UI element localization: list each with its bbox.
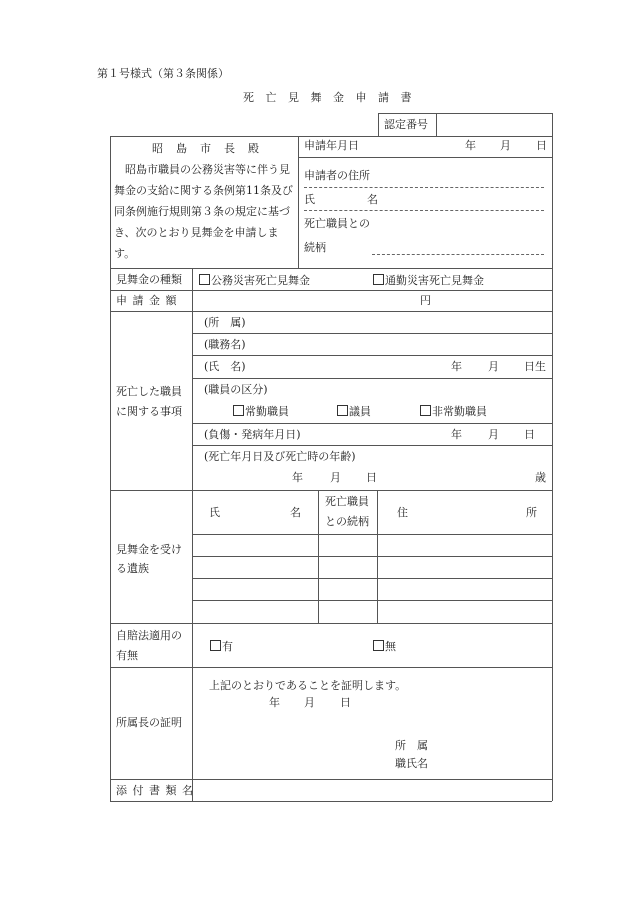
relation-label-1: 死亡職員との xyxy=(304,217,370,230)
birth-year: 年 xyxy=(451,360,462,373)
checkbox-council[interactable]: 議員 xyxy=(337,405,371,417)
birth-month: 月 xyxy=(488,360,499,373)
checkbox-icon[interactable] xyxy=(373,274,384,285)
application-statement: 昭島市職員の公務災害等に伴う見舞金の支給に関する条例第11条及び同条例施行規則第３条の規定に基づき、次のとおり見舞金を申請します。 xyxy=(114,163,293,260)
checkbox-not-applicable[interactable]: 無 xyxy=(373,640,396,652)
checkbox-icon[interactable] xyxy=(199,274,210,285)
certification-statement: 上記のとおりであることを証明します。 xyxy=(209,679,407,692)
age-unit: 歳 xyxy=(535,471,546,484)
injury-day: 日 xyxy=(524,428,535,441)
certification-affiliation-label: 所 属 xyxy=(395,739,428,752)
application-month: 月 xyxy=(500,139,511,152)
applicant-name-label-1: 氏 xyxy=(304,193,315,206)
col-address-1: 住 xyxy=(397,506,408,519)
checkbox-commute[interactable]: 通勤災害死亡見舞金 xyxy=(373,274,484,286)
form-number: 第１号様式（第３条関係） xyxy=(97,67,229,80)
birth-day: 日生 xyxy=(524,360,546,373)
deceased-affiliation: (所 属) xyxy=(204,316,246,329)
checkbox-icon[interactable] xyxy=(210,640,221,651)
col-address-2: 所 xyxy=(526,506,537,519)
auto-insurance-label-2: 有無 xyxy=(116,649,138,662)
checkbox-public-duty[interactable]: 公務災害死亡見舞金 xyxy=(199,274,310,286)
certification-officer-label: 職氏名 xyxy=(395,757,428,770)
death-year: 年 xyxy=(292,471,303,484)
col-relation-2: との続柄 xyxy=(325,515,369,528)
addressee-name: 昭 島 市 長 殿 xyxy=(152,142,260,155)
checkbox-icon[interactable] xyxy=(337,405,348,416)
relation-label-2: 続柄 xyxy=(304,241,326,254)
checkbox-parttime[interactable]: 非常勤職員 xyxy=(420,405,487,417)
certification-label: 所属長の証明 xyxy=(116,716,182,729)
col-name-2: 名 xyxy=(290,506,301,519)
death-date-label: (死亡年月日及び死亡時の年齢) xyxy=(204,450,356,463)
injury-date-label: (負傷・発病年月日) xyxy=(204,428,301,441)
application-date-label: 申請年月日 xyxy=(304,139,359,152)
deceased-label-1: 死亡した職員 xyxy=(116,385,182,398)
col-name-1: 氏 xyxy=(209,506,220,519)
applicant-name-label-2: 名 xyxy=(367,193,378,206)
certification-year: 年 xyxy=(269,696,280,709)
deceased-job-title: (職務名) xyxy=(204,338,246,351)
col-relation-1: 死亡職員 xyxy=(325,495,369,508)
approval-number-label: 認定番号 xyxy=(384,118,428,131)
death-month: 月 xyxy=(330,471,341,484)
survivors-label-2: る遺族 xyxy=(116,562,149,575)
checkbox-icon[interactable] xyxy=(373,640,384,651)
certification-month: 月 xyxy=(304,696,315,709)
amount-unit: 円 xyxy=(420,294,431,307)
certification-day: 日 xyxy=(340,696,351,709)
injury-year: 年 xyxy=(451,428,462,441)
deceased-label-2: に関する事項 xyxy=(116,405,182,418)
checkbox-icon[interactable] xyxy=(233,405,244,416)
checkbox-icon[interactable] xyxy=(420,405,431,416)
death-day: 日 xyxy=(366,471,377,484)
survivors-label-1: 見舞金を受け xyxy=(116,543,182,556)
benefit-type-label: 見舞金の種類 xyxy=(116,273,182,286)
amount-label: 申 請 金 額 xyxy=(116,294,178,307)
attachments-label: 添 付 書 類 名 xyxy=(116,784,194,797)
deceased-name: (氏 名) xyxy=(204,360,246,373)
auto-insurance-label-1: 自賠法適用の xyxy=(116,629,182,642)
application-year: 年 xyxy=(465,139,476,152)
injury-month: 月 xyxy=(488,428,499,441)
checkbox-applicable[interactable]: 有 xyxy=(210,640,233,652)
application-day: 日 xyxy=(536,139,547,152)
checkbox-fulltime[interactable]: 常勤職員 xyxy=(233,405,289,417)
employee-category-label: (職員の区分) xyxy=(204,383,268,396)
page-title: 死 亡 見 舞 金 申 請 書 xyxy=(243,91,416,104)
applicant-address-label: 申請者の住所 xyxy=(304,169,370,182)
